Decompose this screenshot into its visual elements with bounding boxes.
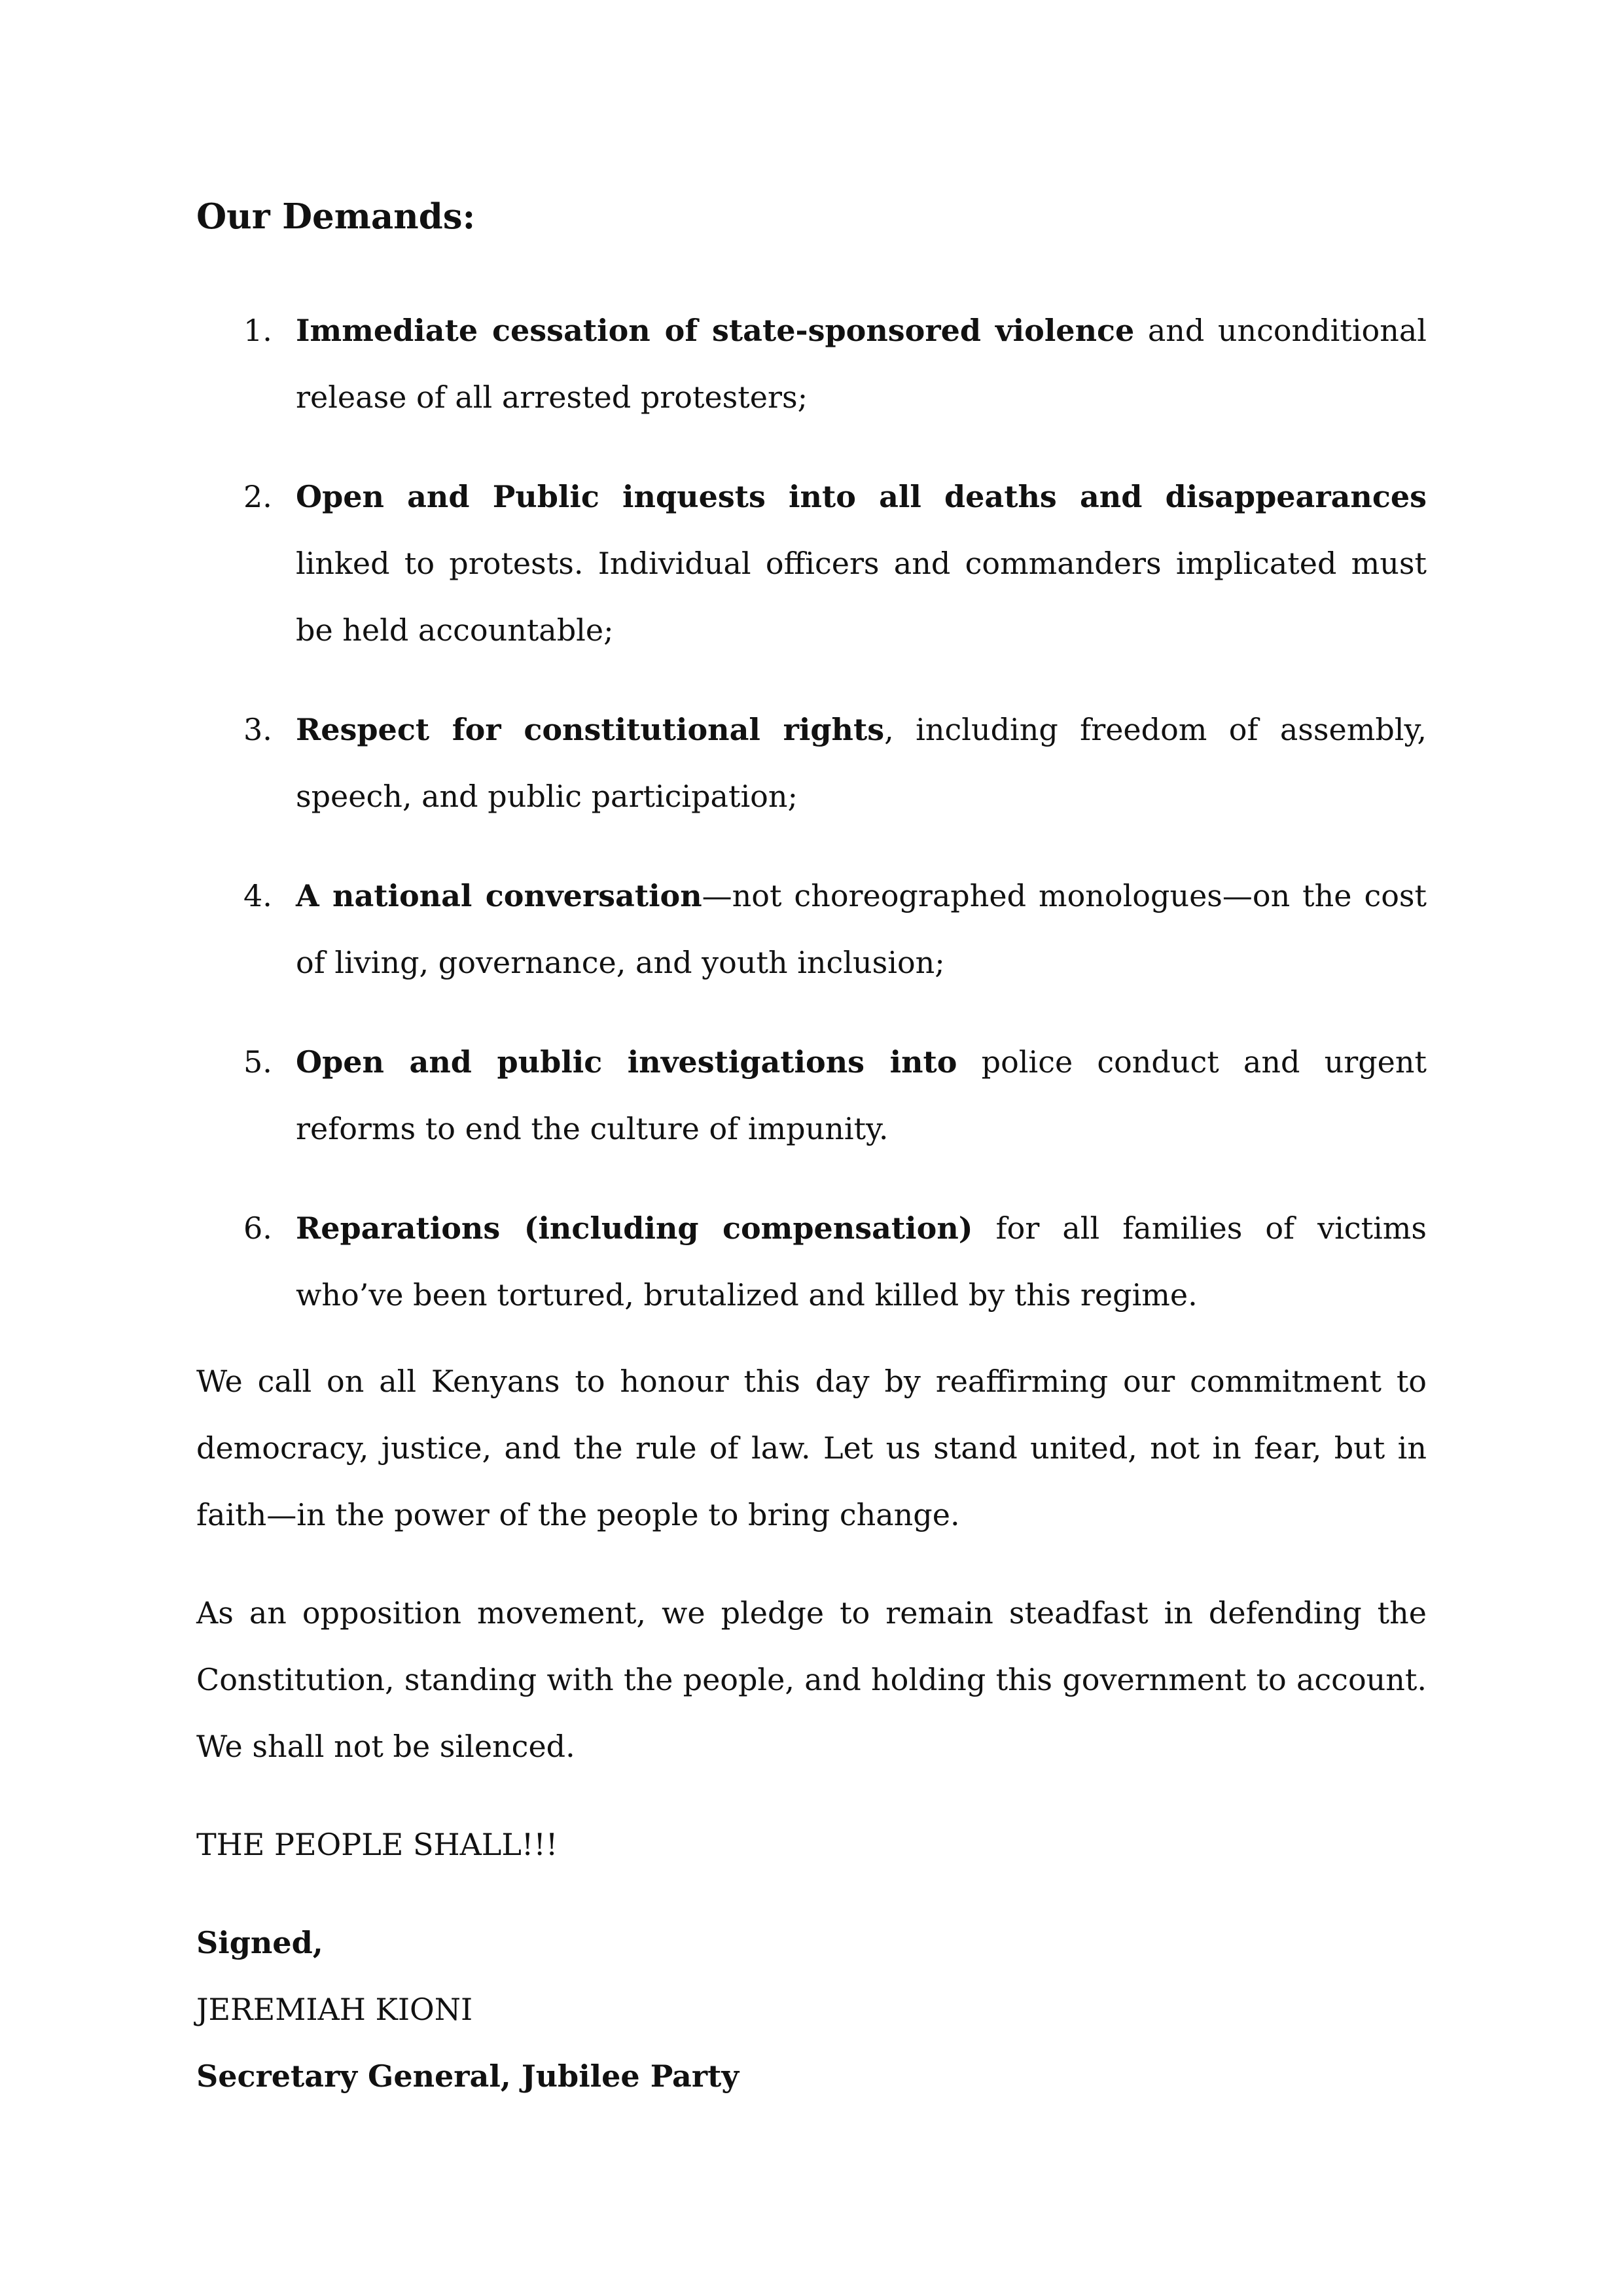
demand-text: , including freedom of assembly, speech, and public participation; (296, 711, 1427, 814)
call-to-action-paragraph: We call on all Kenyans to honour this day by reaffirming our commitment to democracy, justice, and the rule of law. Let us stand united, not in fear, but in faith—in the power of the people to bring change. (196, 1363, 1427, 1532)
demand-text: police conduct and urgent reforms to end the culture of impunity. (296, 1044, 1427, 1146)
demand-number: 3. (243, 711, 272, 747)
demand-number: 1. (243, 312, 272, 348)
demand-number: 5. (243, 1044, 272, 1080)
signatory-title: Secretary General, Jubilee Party (196, 2058, 740, 2094)
demand-number: 2. (243, 478, 272, 514)
demand-number: 6. (243, 1210, 272, 1246)
demand-bold-text: Reparations (including compensation) (296, 1210, 973, 1246)
demands-list (196, 297, 1427, 1328)
demand-number: 4. (243, 877, 272, 913)
slogan: THE PEOPLE SHALL!!! (196, 1826, 558, 1862)
demand-bold-text: Immediate cessation of state-sponsored violence (296, 312, 1135, 348)
signatory-name: JEREMIAH KIONI (196, 1991, 473, 2027)
document-page (196, 196, 1427, 2110)
pledge-paragraph: As an opposition movement, we pledge to remain steadfast in defending the Constitution, standing with the people, and holding this government to account. We shall not be silenced. (196, 1595, 1427, 1764)
demand-bold-text: Open and public investigations into (296, 1044, 957, 1080)
demand-item (196, 463, 1427, 663)
demand-bold-text: Open and Public inquests into all deaths and disappearances (296, 478, 1427, 514)
signed-label: Signed, (196, 1924, 323, 1960)
demand-text: for all families of victims who’ve been tortured, brutalized and killed by this regime. (296, 1210, 1427, 1313)
demand-text: —not choreographed monologues—on the cost of living, governance, and youth inclusion; (296, 877, 1427, 980)
demand-item (196, 862, 1427, 996)
demand-bold-text: Respect for constitutional rights (296, 711, 885, 747)
demand-text: linked to protests. Individual officers and commanders implicated must be held accountable; (296, 545, 1427, 648)
demand-item (196, 1195, 1427, 1328)
demand-text: and unconditional release of all arrested protesters; (296, 312, 1427, 415)
demand-item (196, 297, 1427, 431)
demand-bold-text: A national conversation (296, 877, 702, 913)
demand-item (196, 1029, 1427, 1162)
demands-heading: Our Demands: (196, 196, 476, 237)
demand-item (196, 696, 1427, 830)
